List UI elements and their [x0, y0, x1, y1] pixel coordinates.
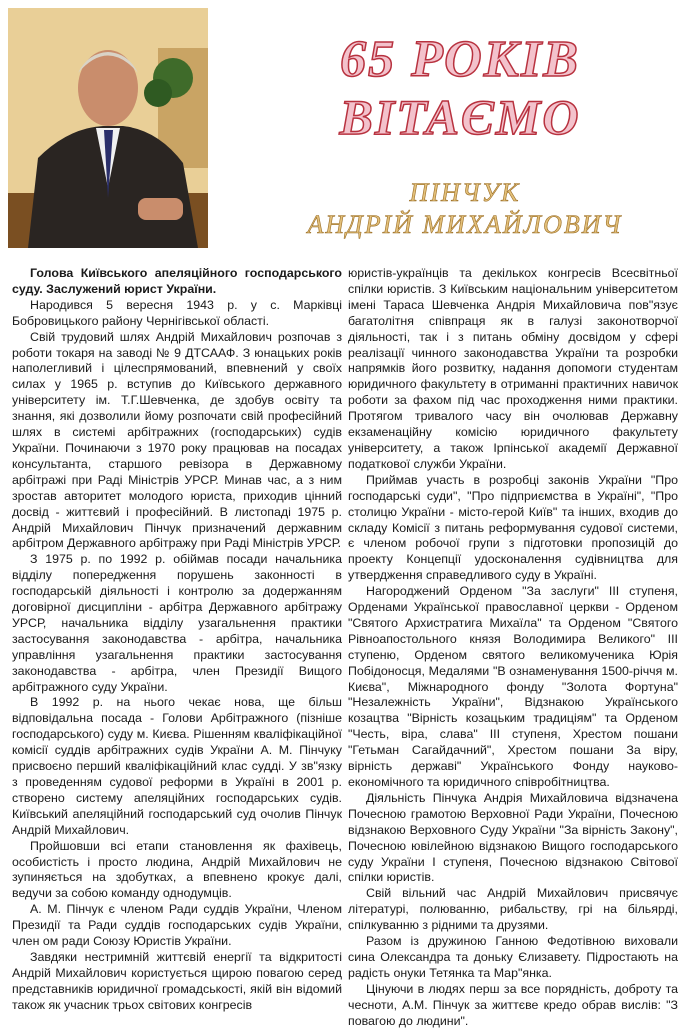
article-paragraph: Пройшовши всі етапи становлення як фахівець, особистість і просто людина, Андрій Михайлович не зупиняється на здобутках, а впевнено крокує далі, ведучи за собою команду однодумців. [12, 838, 342, 901]
article-paragraph: Приймав участь в розробці законів України "Про господарські суди", "Про підприємства в Україні", "Про столицю України - місто-герой Київ" та інших, входив до складу Комісії з питань реформування судової системи, є членом робочої групи з підготовки пропозицій до проекту Концепції удосконалення судівництва для утвердження справедливого суду в Україні. [348, 472, 678, 583]
portrait-illustration [8, 8, 208, 248]
headline-years: 65 РОКІВ [340, 31, 580, 88]
article-lead: Голова Київського апеляційного господарського суду. Заслужений юрист України. [12, 266, 342, 296]
person-given-names: АНДРІЙ МИХАЙЛОВИЧ [307, 210, 623, 239]
article-paragraph: Цінуючи в людях перш за все порядність, доброту та чесноти, А.М. Пінчук за життєве кредо обрав вислів: "З повагою до людини". [348, 981, 678, 1028]
person-surname: ПІНЧУК [409, 178, 521, 207]
portrait-photo [8, 8, 208, 248]
article-paragraph: Нагороджений Орденом "За заслуги" III ступеня, Орденами Української православної церкви - Орденом "Святого Архистратига Михаїла" та Орденом "Святого Рівноапостольного князя Володимира Великого" III ступеню, Орденом святого великомученика Юрія Побідоносця, Медалями "В ознаменування 1500-річчя м. Києва", Міжнародного фонду "Золота Фортуна" "Незалежність України", Відзнакою Українського козацтва "Вірність козацьким традиціям" та Орденом "Честь, віра, слава" III ступеня, Хрестом пошани "Гетьман Сагайдачний", Хрестом пошани За віру, вірність державі" Українського Фонду науково-економічного та юридичного співробітництва. [348, 584, 678, 789]
article-paragraph: юристів-українців та декількох конгресів Всесвітньої спілки юристів. З Київським національним університетом імені Тараса Шевченка Андрія Михайловича пов"язує багатолітня співпраця як в галузі законотворчої діяльності, так і з питань обміну досвідом у сфері реалізації чинного законодавства України та розробки напрямків його розвитку, надання допомоги студентам юридичного факультету в отриманні практичних навичок роботи за фахом під час проходження ними практики. Протягом тривалого часу він очолював Державну екзаменаційну комісію юридичного факультету університету, а також Ірпінської академії Державної податкової служби України. [348, 266, 678, 471]
article-paragraph: В 1992 р. на нього чекає нова, ще більш відповідальна посада - Голови Арбітражного (пізніше господарського) суду м. Києва. Рішенням кваліфікаційної комісії суддів арбітражних судів України А. М. Пінчуку присвоєно перший кваліфікаційний клас судді. У зв"язку з проведенням судової реформи в Україні в 2001 р. створено систему апеляційних господарських судів. Київський апеляційний господарський суд очолив Пінчук Андрій Михайлович. [12, 695, 342, 837]
article-paragraph: Свій трудовий шлях Андрій Михайлович розпочав з роботи токаря на заводі № 9 ДТСААФ. З юнацьких років наполегливий і цілеспрямований, впевнений у своїх силах у 1965 р. вступив до Київського державного університету ім. Т.Г.Шевченка, де здобув освіту та знання, які дозволили йому розпочати свій професійний шлях в системі арбітражних (господарських) судів України. Починаючи з 1970 року працював на посадах консультанта, старшого ревізора в Державному арбітражі при Раді Міністрів УРСР. Минав час, а з ним зростав авторитет молодого юриста, приходив цінний досвід - життєвий і професійний. В листопаді 1975 р. Андрій Михайлович Пінчук призначений державним арбітром Державного арбітражу при Раді Міністрів УРСР. [12, 329, 342, 551]
article-paragraph: Завдяки нестримній життєвій енергії та відкритості Андрій Михайлович користується щирою повагою серед представників юридичної громадськості, якій він відомий також як учасник трьох світових конгресів [12, 949, 342, 1012]
article-column-left [12, 266, 342, 1014]
article-paragraph: Разом із дружиною Ганною Федотівною виховали сина Олександра та доньку Єлизавету. Підростають на радість онуки Тетянка та Мар"янка. [348, 934, 678, 980]
article-column-right [348, 266, 678, 1030]
article-paragraph: А. М. Пінчук є членом Ради суддів України, Членом Президії та Ради суддів господарських судів України, член ом ради Союзу Юристів України. [12, 902, 342, 949]
article-paragraph: З 1975 р. по 1992 р. обіймав посади начальника відділу попередження порушень законності в господарській діяльності і контролю за додержанням договірної дисципліни - арбітра Державного арбітражу УРСР, начальника відділу узагальнення практики застосування законодавства - арбітра, начальника управління узагальнення практики застосування законодавства - арбітра, член Президії Вищого арбітражного суду України. [12, 552, 342, 694]
article-paragraph: Свій вільний час Андрій Михайлович присвячує літературі, полюванню, рибальству, грі на більярді, спілкуванню з рідними та друзями. [348, 886, 678, 933]
article-paragraph: Діяльність Пінчука Андрія Михайловича відзначена Почесною грамотою Верховної Ради України, Почесною відзнакою Верховного Суду України "За вірність Закону", Почесною ювілейною відзнакою Вищого господарського суду України І ступеня, Почесною відзнакою Світової спілки юристів. [348, 790, 678, 885]
article-paragraph: Народився 5 вересня 1943 р. у с. Марківці Бобровицького району Чернігівської області. [12, 297, 342, 328]
headline-greeting: ВІТАЄМО [339, 89, 581, 145]
